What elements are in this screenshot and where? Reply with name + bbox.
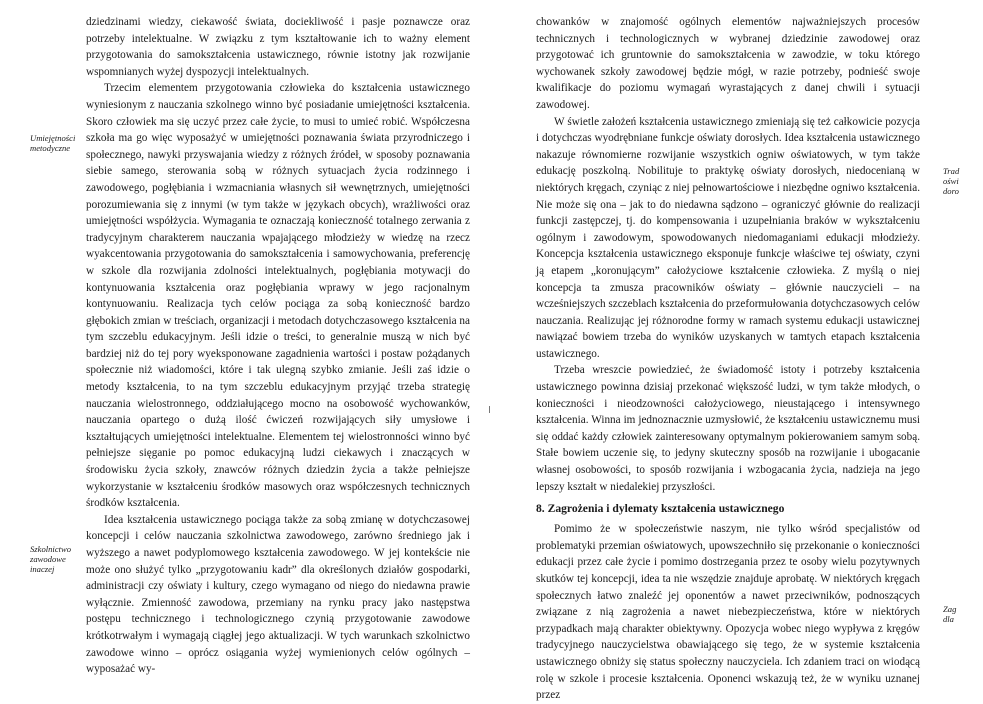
right-paragraph-1: chowanków w znajomość ogólnych elementów najważniejszych procesów technicznych i technologicznych w wybranej dziedzinie zawodowej oraz przygotować ich gruntownie do samokształcenia w zawodzie, w toku którego wychowanek szkoły zawodowej będzie mógł, w razie potrzeby, podnieść swoje kwalifikacje do poziomu wymagań wyrastających z danej chwili i sytuacji zawodowej. xyxy=(536,16,920,111)
left-paragraph-3: Idea kształcenia ustawicznego pociąga także za sobą zmianę w dotychczasowej koncepcji i celów nauczania szkolnictwa zawodowego, zarówno średniego jak i wyższego a nawet podyplomowego kształcenia zawodowego. W jej kontekście nie może ono służyć tylko „przygotowaniu kadr” dla określonych działów gospodarki, administracji czy oświaty i kultury, czego wymagano od niego do niedawna prawie wyłącznie. Zmienność zawodowa, przemiany na rynku pracy jako następstwa postępu technicznego i technologicznego czynią przygotowanie zawodowe krótkotrwałym i wymagają ciągłej jego aktualizacji. W tych warunkach szkolnictwo zawodowe winno – oprócz osiągania wyżej wymienionych celów ogólnych – wyposażać wy- xyxy=(86,513,470,676)
margin-note-left-2: Szkolnictwo zawodowe inaczej xyxy=(30,544,72,574)
right-paragraph-2: W świetle założeń kształcenia ustawicznego zmieniają się też całkowicie pozycja i dotychczas wyodrębniane funkcje oświaty dorosłych. Idea kształcenia ustawicznego nakazuje równomierne rozwijanie wszystkich ogniw oświatowych, w tym także edukację poszkolną. Nobilituje to praktykę oświaty dorosłych, niedocenianą w niektórych kręgach, czyniąc z niej pełnowartościowe i niezbędne ogniwo kształcenia. Nie może się ona – jak to do niedawna sądzono – ograniczyć głównie do realizacji funkcji zastępczej, tj. do kompensowania i uzupełniania braków w wykształceniu ogólnym i zawodowym, spowodowanych niedomaganiami edukacji młodzieży. Koncepcja kształcenia ustawicznego eksponuje funkcje właściwe tej oświaty, czyni ją etapem „koronującym” całożyciowe kształcenie człowieka. Z myślą o niej koncepcja ta zmusza pracowników oświaty – głównie nauczycieli – na wcześniejszych szczeblach kształcenia do przeformułowania dotychczasowych celów nauczania. Realizując jej różnorodne formy w ramach systemu edukacji ustawicznej nawiązać bowiem trzeba do wyników uzyskanych w tamtych etapach kształcenia ustawicznego. xyxy=(536,115,920,360)
margin-note-right-1: Trad oświ doro xyxy=(943,166,960,196)
left-paragraph-1: dziedzinami wiedzy, ciekawość świata, dociekliwość i pasje poznawcze oraz potrzeby intelektualne. W związku z tym kształtowanie ich to ważny element przygotowania do samokształcenia ustawicznego, równie istotny jak rozwijanie wspomnianych wyżej dyspozycji intelektualnych. xyxy=(86,16,470,78)
right-page xyxy=(480,0,960,702)
left-text-column xyxy=(86,14,470,678)
right-text-column xyxy=(536,14,920,704)
margin-note-right-2: Zag dla xyxy=(943,604,957,624)
margin-note-left-1: Umiejętności metodyczne xyxy=(30,133,76,153)
left-page xyxy=(0,0,480,676)
right-paragraph-3: Trzeba wreszcie powiedzieć, że świadomość istoty i potrzeby kształcenia ustawicznego powinna dzisiaj przekonać większość ludzi, w tym także młodych, o konieczności i nieodzowności całożyciowego, nieustającego i intensywnego kształcenia. Winna im jednoznacznie uzmysłowić, że kształceniu ustawicznemu musi się oddać każdy człowiek zainteresowany optymalnym pokierowaniem samym sobą. Stałe bowiem uczenie się, to jedyny skuteczny sposób na rozwijanie i ubogacanie własnej osobowości, to sposób rozwijania i wzbogacania życia, nadzieja na jego lepszy kształt w niedalekiej przyszłości. xyxy=(536,364,920,493)
section-heading: 8. Zagrożenia i dylematy kształcenia ustawicznego xyxy=(536,502,785,516)
right-paragraph-4: Pomimo że w społeczeństwie naszym, nie tylko wśród specjalistów od problematyki przemian oświatowych, upowszechniło się przekonanie o konieczności edukacji przez całe życie i pomimo dostrzegania przez te osoby wielu pozytywnych skutków tej koncepcji, idea ta nie wszędzie znajduje aprobatę. W niektórych kręgach społecznych łatwo znaleźć jej oponentów a nawet przeciwników, podnoszących związane z nią zagrożenia a nawet niebezpieczeństwa, które w niektórych przypadkach mają charakter obiektywny. Opozycja wobec niego wypływa z kręgów tradycyjnego nauczycielstwa obawiającego się tego, że w systemie kształcenia ustawicznego obniży się status społeczny nauczyciela. Ich zdaniem traci on wiodącą rolę w szkole i procesie kształcenia. Oponenci wskazują też, że w wyniku uznanej przez xyxy=(536,523,920,702)
left-paragraph-2: Trzecim elementem przygotowania człowieka do kształcenia ustawicznego wyniesionym z nauczania szkolnego winno być posiadanie umiejętności kształcenia. Skoro człowiek ma się uczyć przez całe życie, to musi to umieć robić. Współczesna szkoła ma go więc wyposażyć w umiejętności poznawania świata przyrodniczego i społecznego, nawyki przyswajania wiedzy z różnych źródeł, w sposoby poznawania siebie samego, sterowania sobą w różnych sytuacjach życia rodzinnego i zawodowego, pogłębiania i wzmacniania własnych sił wewnętrznych, umiejętności porozumiewania się z innymi (w tym także w językach obcych), wrażliwości oraz umiejętności współżycia. Wymagania te oznaczają konieczność totalnego zerwania z tradycyjnym charakterem nauczania wpajającego młodzieży w wiedzę na rzecz wyakcentowania przygotowania do samokształcenia i samowychowania, preferencję w szkole dla rozwijania zdolności intelektualnych, pogłębiania motywacji do kontynuowania kształcenia oraz pogłębiania wprawy w jego racjonalnym kontynuowaniu. Realizacja tych celów pociąga za sobą konieczność bardzo głębokich zmian w treściach, organizacji i metodach dotychczasowego kształcenia na tym szczeblu edukacyjnym. Jeśli idzie o treści, to generalnie muszą w nich być bardziej niż do tej pory wyeksponowane zagadnienia wartości i postaw pożądanych społecznie niż wiadomości, które i tak ulegną szybko zmianie. Jeśli zaś idzie o metody kształcenia, to na tym szczeblu edukacyjnym przyjąć trzeba strategię nauczania wielostronnego, oddziałującego mocno na osobowość wychowanków, nauczania opartego o dużą ilość ćwiczeń rozwijających siły umysłowe i kształtujących umiejętności intelektualne. Elementem tej wielostronności winno być pełniejsze sięganie po pomoc edukacyjną ludzi ciekawych i znaczących w środowisku życia szkoły, znawców różnych dziedzin życia a także pełniejsze wykorzystanie w kształceniu środków masowych oraz współczesnych technicznych środków kształcenia. xyxy=(86,82,470,510)
